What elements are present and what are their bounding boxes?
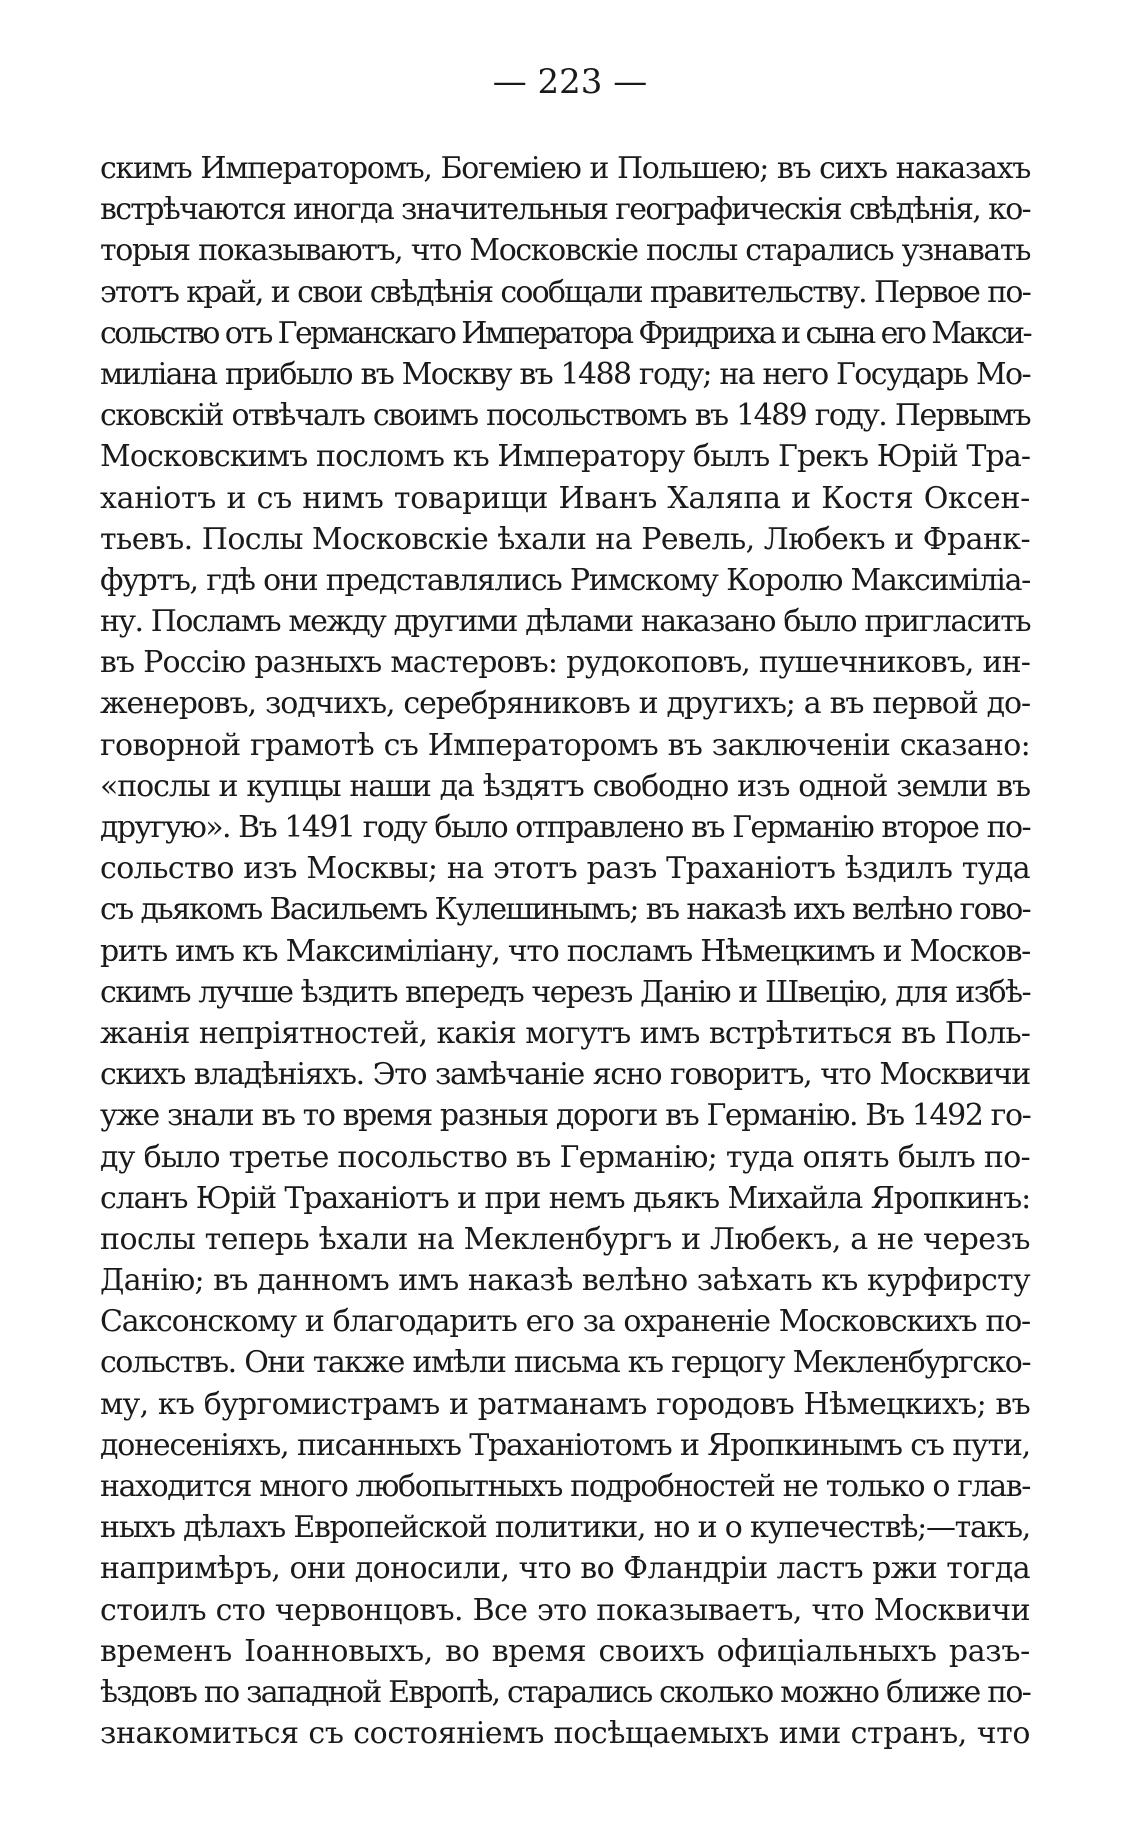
text-line: сковскій отвѣчалъ своимъ посольствомъ въ 1489 году. Первымъ (100, 398, 1030, 434)
text-line: жанія непріятностей, какія могутъ имъ встрѣтиться въ Поль- (100, 1015, 1030, 1051)
text-line: сольство изъ Москвы; на этотъ разъ Траханіотъ ѣздилъ туда (100, 851, 1030, 887)
text-line: торыя показываютъ, что Московскіе послы старались узнавать (100, 233, 1030, 269)
text-line: говорной грамотѣ съ Императоромъ въ заключеніи сказано: (100, 727, 1030, 763)
text-line: сольствъ. Они также имѣли письма къ герцогу Мекленбургско- (100, 1345, 1030, 1381)
text-line: стоилъ сто червонцовъ. Все это показываетъ, что Москвичи (100, 1592, 1030, 1628)
body-text (100, 148, 1030, 1754)
text-line: «послы и купцы наши да ѣздятъ свободно изъ одной земли въ (100, 768, 1030, 804)
text-line: въ Россію разныхъ мастеровъ: рудокоповъ, пушечниковъ, ин- (100, 645, 1030, 681)
text-line: ныхъ дѣлахъ Европейской политики, но и о купечествѣ;—такъ, (100, 1510, 1030, 1546)
text-line: встрѣчаются иногда значительныя географическія свѣдѣнія, ко- (100, 192, 1030, 228)
text-line: Московскимъ посломъ къ Императору былъ Грекъ Юрій Тра- (100, 439, 1031, 475)
text-line: этотъ край, и свои свѣдѣнія сообщали правительству. Первое по- (100, 274, 1030, 310)
text-line: миліана прибыло въ Москву въ 1488 году; на него Государь Мо- (100, 356, 1030, 392)
text-line: знакомиться съ состояніемъ посѣщаемыхъ ими странъ, что (100, 1716, 1030, 1752)
text-line: сольство отъ Германскаго Императора Фридриха и сына его Макси- (100, 315, 1030, 351)
text-line: скимъ лучше ѣздить впередъ черезъ Данію и Швецію, для избѣ- (100, 974, 1030, 1010)
page-number: — 223 — (492, 62, 648, 102)
text-line: Данію; въ данномъ имъ наказѣ велѣно заѣхать къ курфирсту (100, 1263, 1030, 1299)
text-line: ду было третье посольство въ Германію; туда опять былъ по- (100, 1139, 1030, 1175)
text-line: уже знали въ то время разныя дороги въ Германію. Въ 1492 го- (100, 1098, 1031, 1134)
text-line: послы теперь ѣхали на Мекленбургъ и Любекъ, а не черезъ (100, 1221, 1030, 1257)
text-line: ѣздовъ по западной Европѣ, старались сколько можно ближе по- (100, 1674, 1030, 1710)
text-line: ну. Посламъ между другими дѣлами наказано было пригласить (100, 604, 1030, 640)
text-line: рить имъ къ Максиміліану, что посламъ Нѣмецкимъ и Москов- (100, 933, 1030, 969)
text-line: фуртъ, гдѣ они представлялись Римскому Королю Максиміліа- (100, 562, 1030, 598)
text-line: ханіотъ и съ нимъ товарищи Иванъ Халяпа и Костя Оксен- (100, 480, 1030, 516)
text-line: скимъ Императоромъ, Богеміею и Польшею; въ сихъ наказахъ (100, 151, 1030, 186)
text-line: Саксонскому и благодарить его за охраненіе Московскихъ по- (100, 1304, 1030, 1340)
text-line: донесеніяхъ, писанныхъ Траханіотомъ и Яропкинымъ съ пути, (100, 1427, 1030, 1463)
text-line: тьевъ. Послы Московскіе ѣхали на Ревель, Любекъ и Франк- (100, 521, 1030, 557)
text-line: находится много любопытныхъ подробностей не только о глав- (100, 1469, 1030, 1504)
text-line: сланъ Юрій Траханіотъ и при немъ дьякъ Михайла Яропкинъ: (100, 1180, 1031, 1216)
text-line: скихъ владѣніяхъ. Это замѣчаніе ясно говоритъ, что Москвичи (100, 1057, 1030, 1093)
text-line: другую». Въ 1491 году было отправлено въ Германію второе по- (100, 810, 1030, 845)
text-line: женеровъ, зодчихъ, серебряниковъ и другихъ; а въ первой до- (100, 686, 1030, 722)
text-line: съ дьякомъ Васильемъ Кулешинымъ; въ наказѣ ихъ велѣно гово- (100, 892, 1030, 928)
text-line: му, къ бургомистрамъ и ратманамъ городовъ Нѣмецкихъ; въ (100, 1386, 1030, 1422)
text-line: напримѣръ, они доносили, что во Фландріи ластъ ржи тогда (100, 1551, 1030, 1587)
text-line: временъ Іоанновыхъ, во время своихъ офиціальныхъ разъ- (100, 1633, 1030, 1669)
